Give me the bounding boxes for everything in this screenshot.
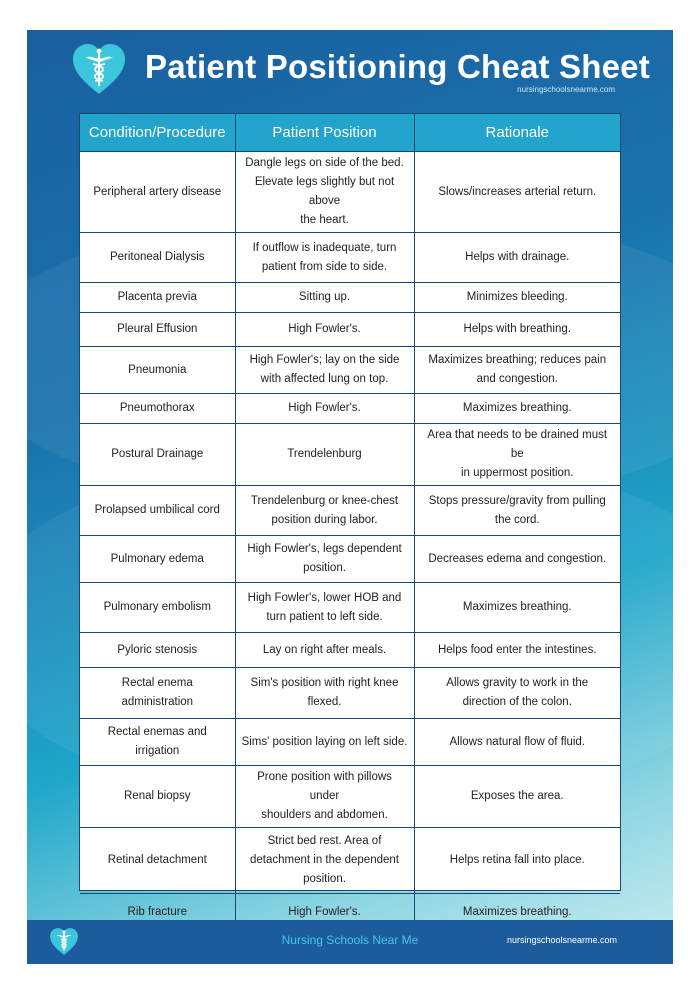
table-row <box>80 152 620 233</box>
condition-cell: Postural Drainage <box>80 424 235 486</box>
table-row <box>80 536 620 583</box>
rationale-cell: Decreases edema and congestion. <box>414 536 620 583</box>
position-cell: High Fowler's, legs dependent position. <box>235 536 414 583</box>
position-cell: Lay on right after meals. <box>235 633 414 668</box>
position-cell: Prone position with pillows under shoulders and abdomen. <box>235 766 414 828</box>
table-row <box>80 313 620 347</box>
position-cell: Strict bed rest. Area of detachment in the dependent position. <box>235 828 414 894</box>
rationale-cell: Helps retina fall into place. <box>414 828 620 894</box>
rationale-cell: Exposes the area. <box>414 766 620 828</box>
condition-cell: Pleural Effusion <box>80 313 235 347</box>
position-cell: High Fowler's. <box>235 894 414 931</box>
header-site-url[interactable]: nursingschoolsnearme.com <box>517 85 615 94</box>
page-title: Patient Positioning Cheat Sheet <box>145 48 650 85</box>
condition-cell: Pyloric stenosis <box>80 633 235 668</box>
column-header-position: Patient Position <box>235 114 414 152</box>
table-row <box>80 583 620 633</box>
condition-cell: Pulmonary edema <box>80 536 235 583</box>
table-row <box>80 668 620 719</box>
position-cell: High Fowler's. <box>235 394 414 424</box>
condition-cell: Rectal enema administration <box>80 668 235 719</box>
condition-cell: Rib fracture <box>80 894 235 931</box>
rationale-cell: Area that needs to be drained must be in uppermost position. <box>414 424 620 486</box>
position-cell: High Fowler's; lay on the side with affected lung on top. <box>235 347 414 394</box>
position-cell: Sitting up. <box>235 283 414 313</box>
position-cell: Dangle legs on side of the bed. Elevate legs slightly but not above the heart. <box>235 152 414 233</box>
footer-site-url[interactable]: nursingschoolsnearme.com <box>506 935 617 945</box>
position-cell: Sims' position laying on left side. <box>235 719 414 766</box>
rationale-cell: Maximizes breathing; reduces pain and congestion. <box>414 347 620 394</box>
rationale-cell: Allows gravity to work in the direction of the colon. <box>414 668 620 719</box>
condition-cell: Renal biopsy <box>80 766 235 828</box>
table-row <box>80 766 620 828</box>
condition-cell: Pneumothorax <box>80 394 235 424</box>
position-cell: Trendelenburg <box>235 424 414 486</box>
column-header-condition: Condition/Procedure <box>80 114 235 152</box>
table-row <box>80 633 620 668</box>
condition-cell: Retinal detachment <box>80 828 235 894</box>
rationale-cell: Maximizes breathing. <box>414 394 620 424</box>
table-header-row <box>80 114 620 152</box>
table-row <box>80 283 620 313</box>
rationale-cell: Minimizes bleeding. <box>414 283 620 313</box>
position-cell: Sim's position with right knee flexed. <box>235 668 414 719</box>
position-cell: If outflow is inadequate, turn patient from side to side. <box>235 233 414 283</box>
rationale-cell: Maximizes breathing. <box>414 583 620 633</box>
footer <box>27 920 673 964</box>
rationale-cell: Allows natural flow of fluid. <box>414 719 620 766</box>
table-row <box>80 486 620 536</box>
condition-cell: Placenta previa <box>80 283 235 313</box>
table-row <box>80 828 620 894</box>
positioning-table <box>79 113 621 918</box>
position-cell: Trendelenburg or knee-chest position during labor. <box>235 486 414 536</box>
condition-cell: Prolapsed umbilical cord <box>80 486 235 536</box>
rationale-cell: Helps with drainage. <box>414 233 620 283</box>
header <box>27 30 673 114</box>
condition-cell: Rectal enemas and irrigation <box>80 719 235 766</box>
rationale-cell: Helps with breathing. <box>414 313 620 347</box>
heart-caduceus-icon <box>71 42 127 98</box>
table-row <box>80 347 620 394</box>
column-header-rationale: Rationale <box>414 114 620 152</box>
rationale-cell: Helps food enter the intestines. <box>414 633 620 668</box>
table-row <box>80 233 620 283</box>
footer-brand-link[interactable]: Nursing Schools Near Me <box>281 933 419 947</box>
condition-cell: Pneumonia <box>80 347 235 394</box>
rationale-cell: Stops pressure/gravity from pulling the cord. <box>414 486 620 536</box>
condition-cell: Peripheral artery disease <box>80 152 235 233</box>
position-cell: High Fowler's. <box>235 313 414 347</box>
table-row <box>80 394 620 424</box>
table-row <box>80 719 620 766</box>
cheat-sheet <box>27 30 673 964</box>
condition-cell: Pulmonary embolism <box>80 583 235 633</box>
position-cell: High Fowler's, lower HOB and turn patient to left side. <box>235 583 414 633</box>
rationale-cell: Slows/increases arterial return. <box>414 152 620 233</box>
table-row <box>80 424 620 486</box>
rationale-cell: Maximizes breathing. <box>462 905 572 918</box>
condition-cell: Peritoneal Dialysis <box>80 233 235 283</box>
